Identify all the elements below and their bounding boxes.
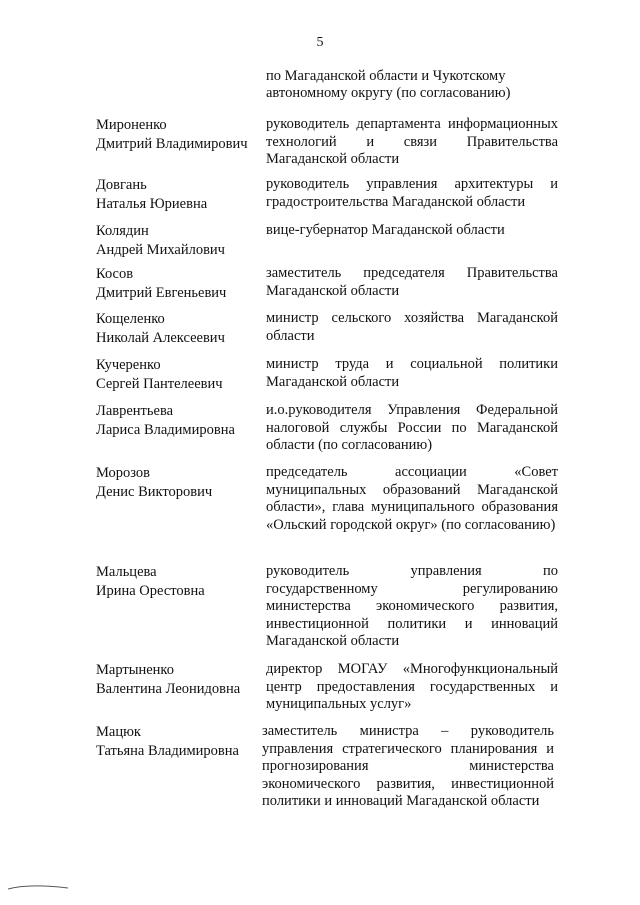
member-surname: Колядин (96, 223, 149, 239)
member-role: руководитель управления архитектуры и градостроительства Магаданской области (266, 176, 558, 210)
member-role: и.о.руководителя Управления Федеральной налоговой службы России по Магаданской области (по согласованию) (266, 402, 558, 453)
member-role: заместитель министра – руководитель управления стратегического планирования и прогнозирования министерства экономического развития, инвестиционной политики и инноваций Магаданской области (262, 723, 554, 809)
scan-corner-mark (8, 883, 68, 891)
member-given-name: Татьяна Владимировна (96, 742, 239, 759)
intro-continuation-text: по Магаданской области и Чукотскому автономному округу (по согласованию) (266, 68, 511, 101)
member-surname: Мацюк (96, 724, 141, 740)
member-given-name: Валентина Леонидовна (96, 680, 241, 697)
member-given-name: Наталья Юриевна (96, 195, 208, 212)
member-name (96, 723, 261, 760)
member-given-name: Лариса Владимировна (96, 421, 235, 438)
member-given-name: Андрей Михайлович (96, 241, 225, 258)
member-name (96, 310, 261, 347)
member-name (96, 402, 261, 439)
member-name (96, 356, 261, 393)
page-number: 5 (316, 35, 324, 50)
member-name (96, 464, 261, 501)
member-surname: Косов (96, 266, 134, 282)
member-name (96, 222, 261, 259)
member-given-name: Дмитрий Евгеньевич (96, 284, 227, 301)
member-role: председатель ассоциации «Совет муниципальных образований Магаданской области», глава муниципального образования «Ольский городской округ» (по согласованию) (266, 464, 558, 533)
member-given-name: Дмитрий Владимирович (96, 135, 248, 152)
member-role: директор МОГАУ «Многофункциональный центр предоставления государственных и муниципальных услуг» (266, 661, 558, 712)
member-name (96, 176, 261, 213)
member-role: вице-губернатор Магаданской области (266, 222, 505, 238)
member-surname: Кучеренко (96, 357, 161, 373)
member-given-name: Денис Викторович (96, 483, 213, 500)
member-given-name: Ирина Орестовна (96, 582, 205, 599)
member-name (96, 116, 261, 153)
member-given-name: Николай Алексеевич (96, 329, 225, 346)
member-surname: Кощеленко (96, 311, 165, 327)
member-surname: Мироненко (96, 117, 167, 133)
member-name (96, 661, 261, 698)
member-surname: Мартыненко (96, 662, 174, 678)
member-surname: Довгань (96, 177, 147, 193)
member-role: министр труда и социальной политики Магаданской области (266, 356, 558, 390)
member-role: руководитель управления по государственному регулированию министерства экономического развития, инвестиционной политики и инноваций Магаданской области (266, 563, 558, 649)
member-given-name: Сергей Пантелеевич (96, 375, 223, 392)
member-role: заместитель председателя Правительства Магаданской области (266, 265, 558, 299)
member-name (96, 563, 261, 600)
member-role: министр сельского хозяйства Магаданской области (266, 310, 558, 344)
member-name (96, 265, 261, 302)
member-surname: Мальцева (96, 564, 157, 580)
member-role: руководитель департамента информационных технологий и связи Правительства Магаданской области (266, 116, 558, 167)
member-surname: Лаврентьева (96, 403, 174, 419)
member-surname: Морозов (96, 465, 151, 481)
